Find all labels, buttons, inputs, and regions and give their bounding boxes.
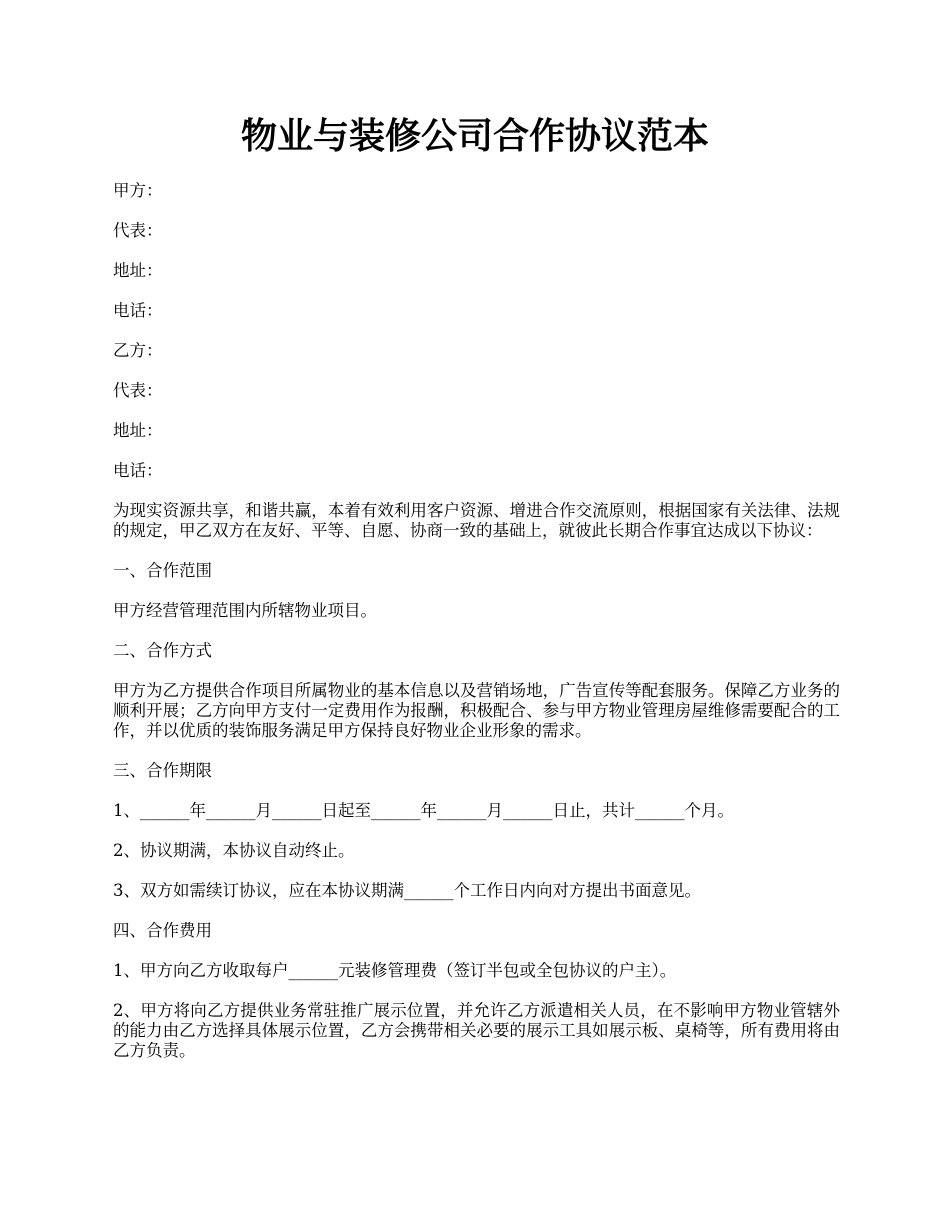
party-b-phone: 电话：	[113, 461, 163, 480]
scope-paragraph: 甲方经营管理范围内所辖物业项目。	[113, 601, 377, 620]
section-heading-scope: 一、合作范围	[113, 561, 212, 580]
method-paragraph: 甲方为乙方提供合作项目所属物业的基本信息以及营销场地，广告宣传等配套服务。保障乙方业务的顺利开展；乙方向甲方支付一定费用作为报酬，积极配合、参与甲方物业管理房屋维修需要配合的工作，并以优质的装饰服务满足甲方保持良好物业企业形象的需求。	[113, 681, 840, 740]
party-a-representative: 代表：	[113, 221, 163, 240]
party-a-phone: 电话：	[113, 301, 163, 320]
section-heading-method: 二、合作方式	[113, 641, 212, 660]
document-title: 物业与装修公司合作协议范本	[240, 115, 709, 157]
fees-clause-1: 1、甲方向乙方收取每户______元装修管理费（签订半包或全包协议的户主）。	[113, 961, 677, 980]
party-b-address: 地址：	[113, 421, 163, 440]
party-b-representative: 代表：	[113, 381, 163, 400]
term-clause-3: 3、双方如需续订协议，应在本协议期满______个工作日内向对方提出书面意见。	[113, 881, 701, 900]
section-heading-term: 三、合作期限	[113, 761, 212, 780]
party-a-address: 地址：	[113, 261, 163, 280]
document-body	[113, 181, 840, 1081]
section-heading-fees: 四、合作费用	[113, 921, 212, 940]
term-clause-2: 2、协议期满，本协议自动终止。	[113, 841, 355, 860]
party-b-label: 乙方：	[113, 341, 163, 360]
preamble-paragraph: 为现实资源共享，和谐共赢，本着有效利用客户资源、增进合作交流原则，根据国家有关法律、法规的规定，甲乙双方在友好、平等、自愿、协商一致的基础上，就彼此长期合作事宜达成以下协议：	[113, 501, 840, 540]
term-clause-1: 1、______年______月______日起至______年______月______日止，共计______个月。	[113, 801, 734, 820]
party-a-label: 甲方：	[113, 181, 163, 200]
fees-clause-2: 2、甲方将向乙方提供业务常驻推广展示位置，并允许乙方派遣相关人员，在不影响甲方物业管辖外的能力由乙方选择具体展示位置，乙方会携带相关必要的展示工具如展示板、桌椅等，所有费用将由乙方负责。	[113, 1001, 840, 1060]
